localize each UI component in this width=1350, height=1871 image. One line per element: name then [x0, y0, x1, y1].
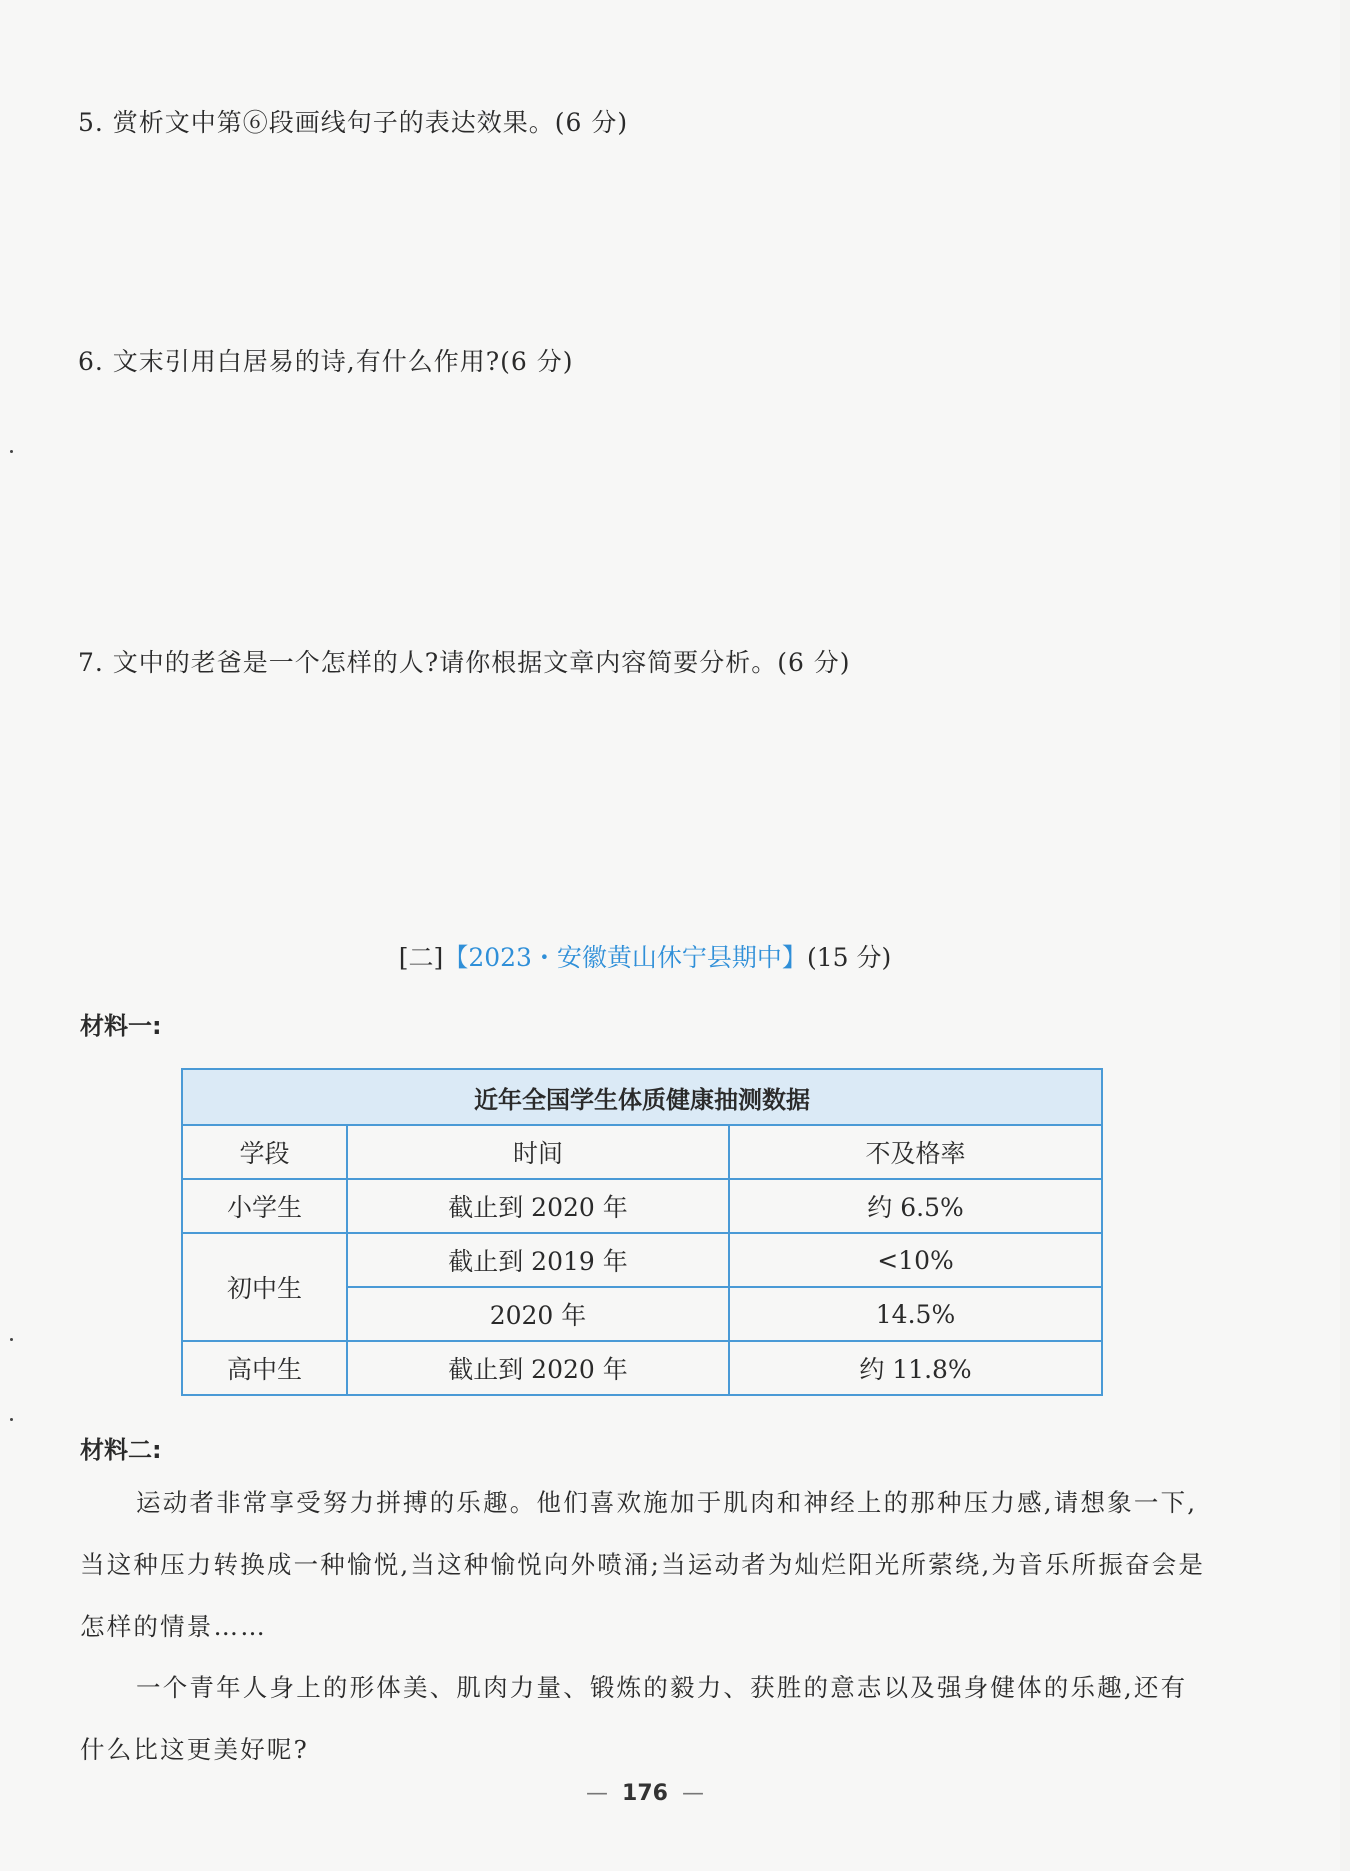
scan-speck	[10, 1338, 13, 1341]
table-row	[182, 1179, 1102, 1233]
material-2-label: 材料二:	[80, 1436, 162, 1464]
table-header-row	[182, 1125, 1102, 1179]
table-cell-time: 截止到 2020 年	[347, 1341, 729, 1395]
table-cell-time: 2020 年	[347, 1287, 729, 1341]
scan-speck	[10, 450, 13, 453]
table-cell-rate: <10%	[729, 1233, 1102, 1287]
table-row	[182, 1341, 1102, 1395]
material-2-paragraph: 一个青年人身上的形体美、肌肉力量、锻炼的毅力、获胜的意志以及强身健体的乐趣,还有什么比这更美好呢?	[80, 1673, 1188, 1764]
question-6: 6. 文末引用白居易的诗,有什么作用?(6 分)	[78, 347, 574, 376]
table-header-cell: 不及格率	[729, 1125, 1102, 1179]
table-caption-row	[182, 1069, 1102, 1125]
divider: —	[586, 1781, 609, 1806]
divider: —	[681, 1781, 704, 1806]
table-cell-rate: 约 11.8%	[729, 1341, 1102, 1395]
page-number-text: 176	[622, 1781, 668, 1806]
page-number	[0, 1781, 1290, 1806]
question-5: 5. 赏析文中第⑥段画线句子的表达效果。(6 分)	[78, 108, 629, 137]
table-cell-rate: 约 6.5%	[729, 1179, 1102, 1233]
table-caption: 近年全国学生体质健康抽测数据	[182, 1069, 1102, 1125]
table-cell-stage: 高中生	[182, 1341, 347, 1395]
table-row	[182, 1233, 1102, 1287]
material-1-label: 材料一:	[80, 1012, 162, 1040]
table-cell-stage: 小学生	[182, 1179, 347, 1233]
question-7: 7. 文中的老爸是一个怎样的人?请你根据文章内容简要分析。(6 分)	[78, 648, 851, 677]
section-prefix: [二]	[398, 943, 444, 972]
table-cell-time: 截止到 2020 年	[347, 1179, 729, 1233]
data-table	[181, 1068, 1103, 1396]
section-heading	[0, 938, 1290, 974]
scan-speck	[10, 1418, 13, 1421]
table-header-cell: 时间	[347, 1125, 729, 1179]
table-header-cell: 学段	[182, 1125, 347, 1179]
section-source: 【2023・安徽黄山休宁县期中】	[443, 943, 807, 972]
table-cell-rate: 14.5%	[729, 1287, 1102, 1341]
section-score: (15 分)	[806, 943, 892, 972]
table-cell-stage: 初中生	[182, 1233, 347, 1341]
material-2-paragraph: 运动者非常享受努力拼搏的乐趣。他们喜欢施加于肌肉和神经上的那种压力感,请想象一下,当这种压力转换成一种愉悦,当这种愉悦向外喷涌;当运动者为灿烂阳光所萦绕,为音乐所振奋会是怎样的情景……	[80, 1488, 1206, 1641]
table-cell-time: 截止到 2019 年	[347, 1233, 729, 1287]
